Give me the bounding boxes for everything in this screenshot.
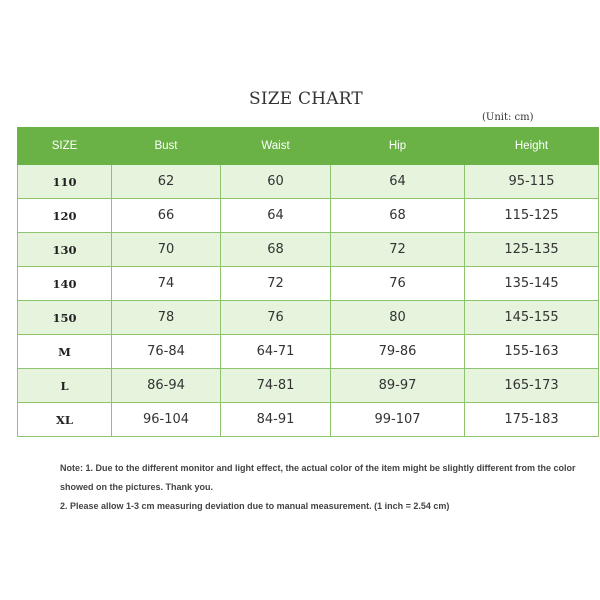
header-height: Height bbox=[465, 128, 599, 165]
hip-cell: 99-107 bbox=[331, 403, 465, 437]
bust-cell: 96-104 bbox=[112, 403, 221, 437]
table-row bbox=[18, 403, 599, 437]
header-hip: Hip bbox=[331, 128, 465, 165]
height-cell: 125-135 bbox=[465, 233, 599, 267]
height-cell: 175-183 bbox=[465, 403, 599, 437]
waist-cell: 64 bbox=[221, 199, 331, 233]
height-cell: 135-145 bbox=[465, 267, 599, 301]
height-cell: 115-125 bbox=[465, 199, 599, 233]
bust-cell: 76-84 bbox=[112, 335, 221, 369]
table-row bbox=[18, 199, 599, 233]
height-cell: 95-115 bbox=[465, 165, 599, 199]
height-cell: 145-155 bbox=[465, 301, 599, 335]
waist-cell: 72 bbox=[221, 267, 331, 301]
bust-cell: 62 bbox=[112, 165, 221, 199]
size-cell: M bbox=[18, 335, 112, 369]
bust-cell: 70 bbox=[112, 233, 221, 267]
note-line: Note: 1. Due to the different monitor and light effect, the actual color of the item might be slightly different from the color bbox=[60, 463, 576, 473]
table-row bbox=[18, 335, 599, 369]
size-cell: 130 bbox=[18, 233, 112, 267]
height-cell: 165-173 bbox=[465, 369, 599, 403]
bust-cell: 66 bbox=[112, 199, 221, 233]
hip-cell: 89-97 bbox=[331, 369, 465, 403]
size-table bbox=[17, 127, 599, 437]
hip-cell: 79-86 bbox=[331, 335, 465, 369]
header-size: SIZE bbox=[18, 128, 112, 165]
header-bust: Bust bbox=[112, 128, 221, 165]
waist-cell: 60 bbox=[221, 165, 331, 199]
waist-cell: 68 bbox=[221, 233, 331, 267]
table-row bbox=[18, 233, 599, 267]
hip-cell: 80 bbox=[331, 301, 465, 335]
bust-cell: 78 bbox=[112, 301, 221, 335]
page-title: SIZE CHART bbox=[249, 89, 363, 109]
size-cell: 110 bbox=[18, 165, 112, 199]
hip-cell: 76 bbox=[331, 267, 465, 301]
table-row bbox=[18, 165, 599, 199]
waist-cell: 64-71 bbox=[221, 335, 331, 369]
bust-cell: 74 bbox=[112, 267, 221, 301]
bust-cell: 86-94 bbox=[112, 369, 221, 403]
table-header-row bbox=[18, 128, 599, 165]
size-cell: XL bbox=[18, 403, 112, 437]
hip-cell: 72 bbox=[331, 233, 465, 267]
header-waist: Waist bbox=[221, 128, 331, 165]
table-row bbox=[18, 369, 599, 403]
notes-section bbox=[60, 459, 580, 516]
size-cell: 150 bbox=[18, 301, 112, 335]
unit-label: (Unit: cm) bbox=[482, 112, 534, 123]
table-row bbox=[18, 301, 599, 335]
size-cell: 140 bbox=[18, 267, 112, 301]
waist-cell: 74-81 bbox=[221, 369, 331, 403]
waist-cell: 76 bbox=[221, 301, 331, 335]
hip-cell: 64 bbox=[331, 165, 465, 199]
size-cell: L bbox=[18, 369, 112, 403]
waist-cell: 84-91 bbox=[221, 403, 331, 437]
height-cell: 155-163 bbox=[465, 335, 599, 369]
table-row bbox=[18, 267, 599, 301]
size-cell: 120 bbox=[18, 199, 112, 233]
note-line: 2. Please allow 1-3 cm measuring deviation due to manual measurement. (1 inch = 2.54 cm) bbox=[60, 501, 450, 511]
note-line: showed on the pictures. Thank you. bbox=[60, 482, 214, 492]
hip-cell: 68 bbox=[331, 199, 465, 233]
